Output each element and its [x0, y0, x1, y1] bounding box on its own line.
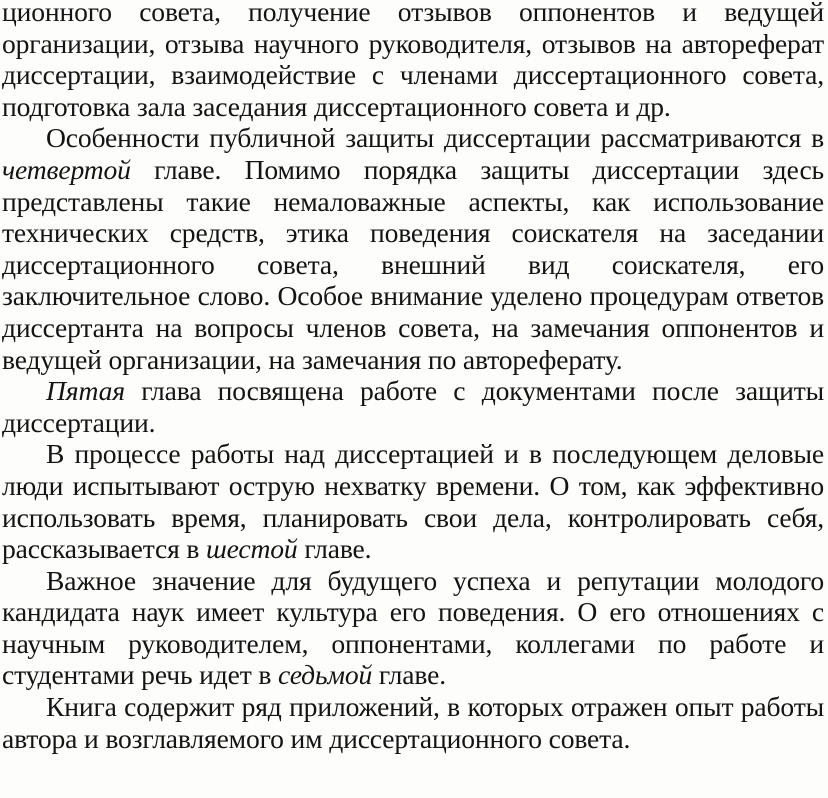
body-text	[2, 0, 824, 754]
paragraph-4-emphasis: шестой	[206, 533, 298, 565]
paragraph-6-text: Книга содержит ряд приложений, в которых отражен опыт работы автора и возглавляемого им диссертационного совета.	[2, 691, 824, 754]
paragraph-4-text-b: главе.	[297, 533, 372, 565]
paragraph-5-text-b: главе.	[372, 659, 446, 691]
paragraph-5-text-a: Важное значение для будущего успеха и репутации молодого кандидата наук имеет культура его поведения. О его отношениях с научным руководителем, оппонентами, коллегами по работе и студентами речь идет в	[2, 564, 824, 691]
paragraph-1	[2, 0, 824, 122]
paragraph-3	[2, 375, 824, 438]
paragraph-4	[2, 438, 824, 564]
paragraph-2	[2, 122, 824, 375]
paragraph-2-emphasis: четвертой	[2, 153, 131, 185]
paragraph-2-text-a: Особенности публичной защиты диссертации рассматриваются в	[46, 122, 824, 154]
paragraph-3-text: глава посвящена работе с документами после защиты диссертации.	[2, 375, 824, 438]
paragraph-4-text-a: В процессе работы над диссертацией и в последующем деловые люди испытывают острую нехватку времени. О том, как эффективно использовать время, планировать свои дела, контролировать себя, рассказывается в	[2, 438, 824, 565]
paragraph-2-text-b: главе. Помимо порядка защиты диссертации здесь представлены такие немаловажные аспекты, как использование технических средств, этика поведения соискателя на заседании диссертационного совета, внешний вид соискателя, его заключительное слово. Особое внимание уделено процедурам ответов диссертанта на вопросы членов совета, на замечания оппонентов и ведущей организации, на замечания по автореферату.	[2, 153, 824, 375]
paragraph-6	[2, 691, 824, 754]
paragraph-5	[2, 565, 824, 691]
paragraph-5-emphasis: седьмой	[278, 659, 373, 691]
paragraph-3-emphasis: Пятая	[46, 375, 125, 407]
paragraph-1-text: ционного совета, получение отзывов оппонентов и ведущей организации, отзыва научного руководителя, отзывов на автореферат диссертации, взаимодействие с членами диссертационного совета, подготовка зала заседания диссертационного совета и др.	[2, 0, 824, 122]
